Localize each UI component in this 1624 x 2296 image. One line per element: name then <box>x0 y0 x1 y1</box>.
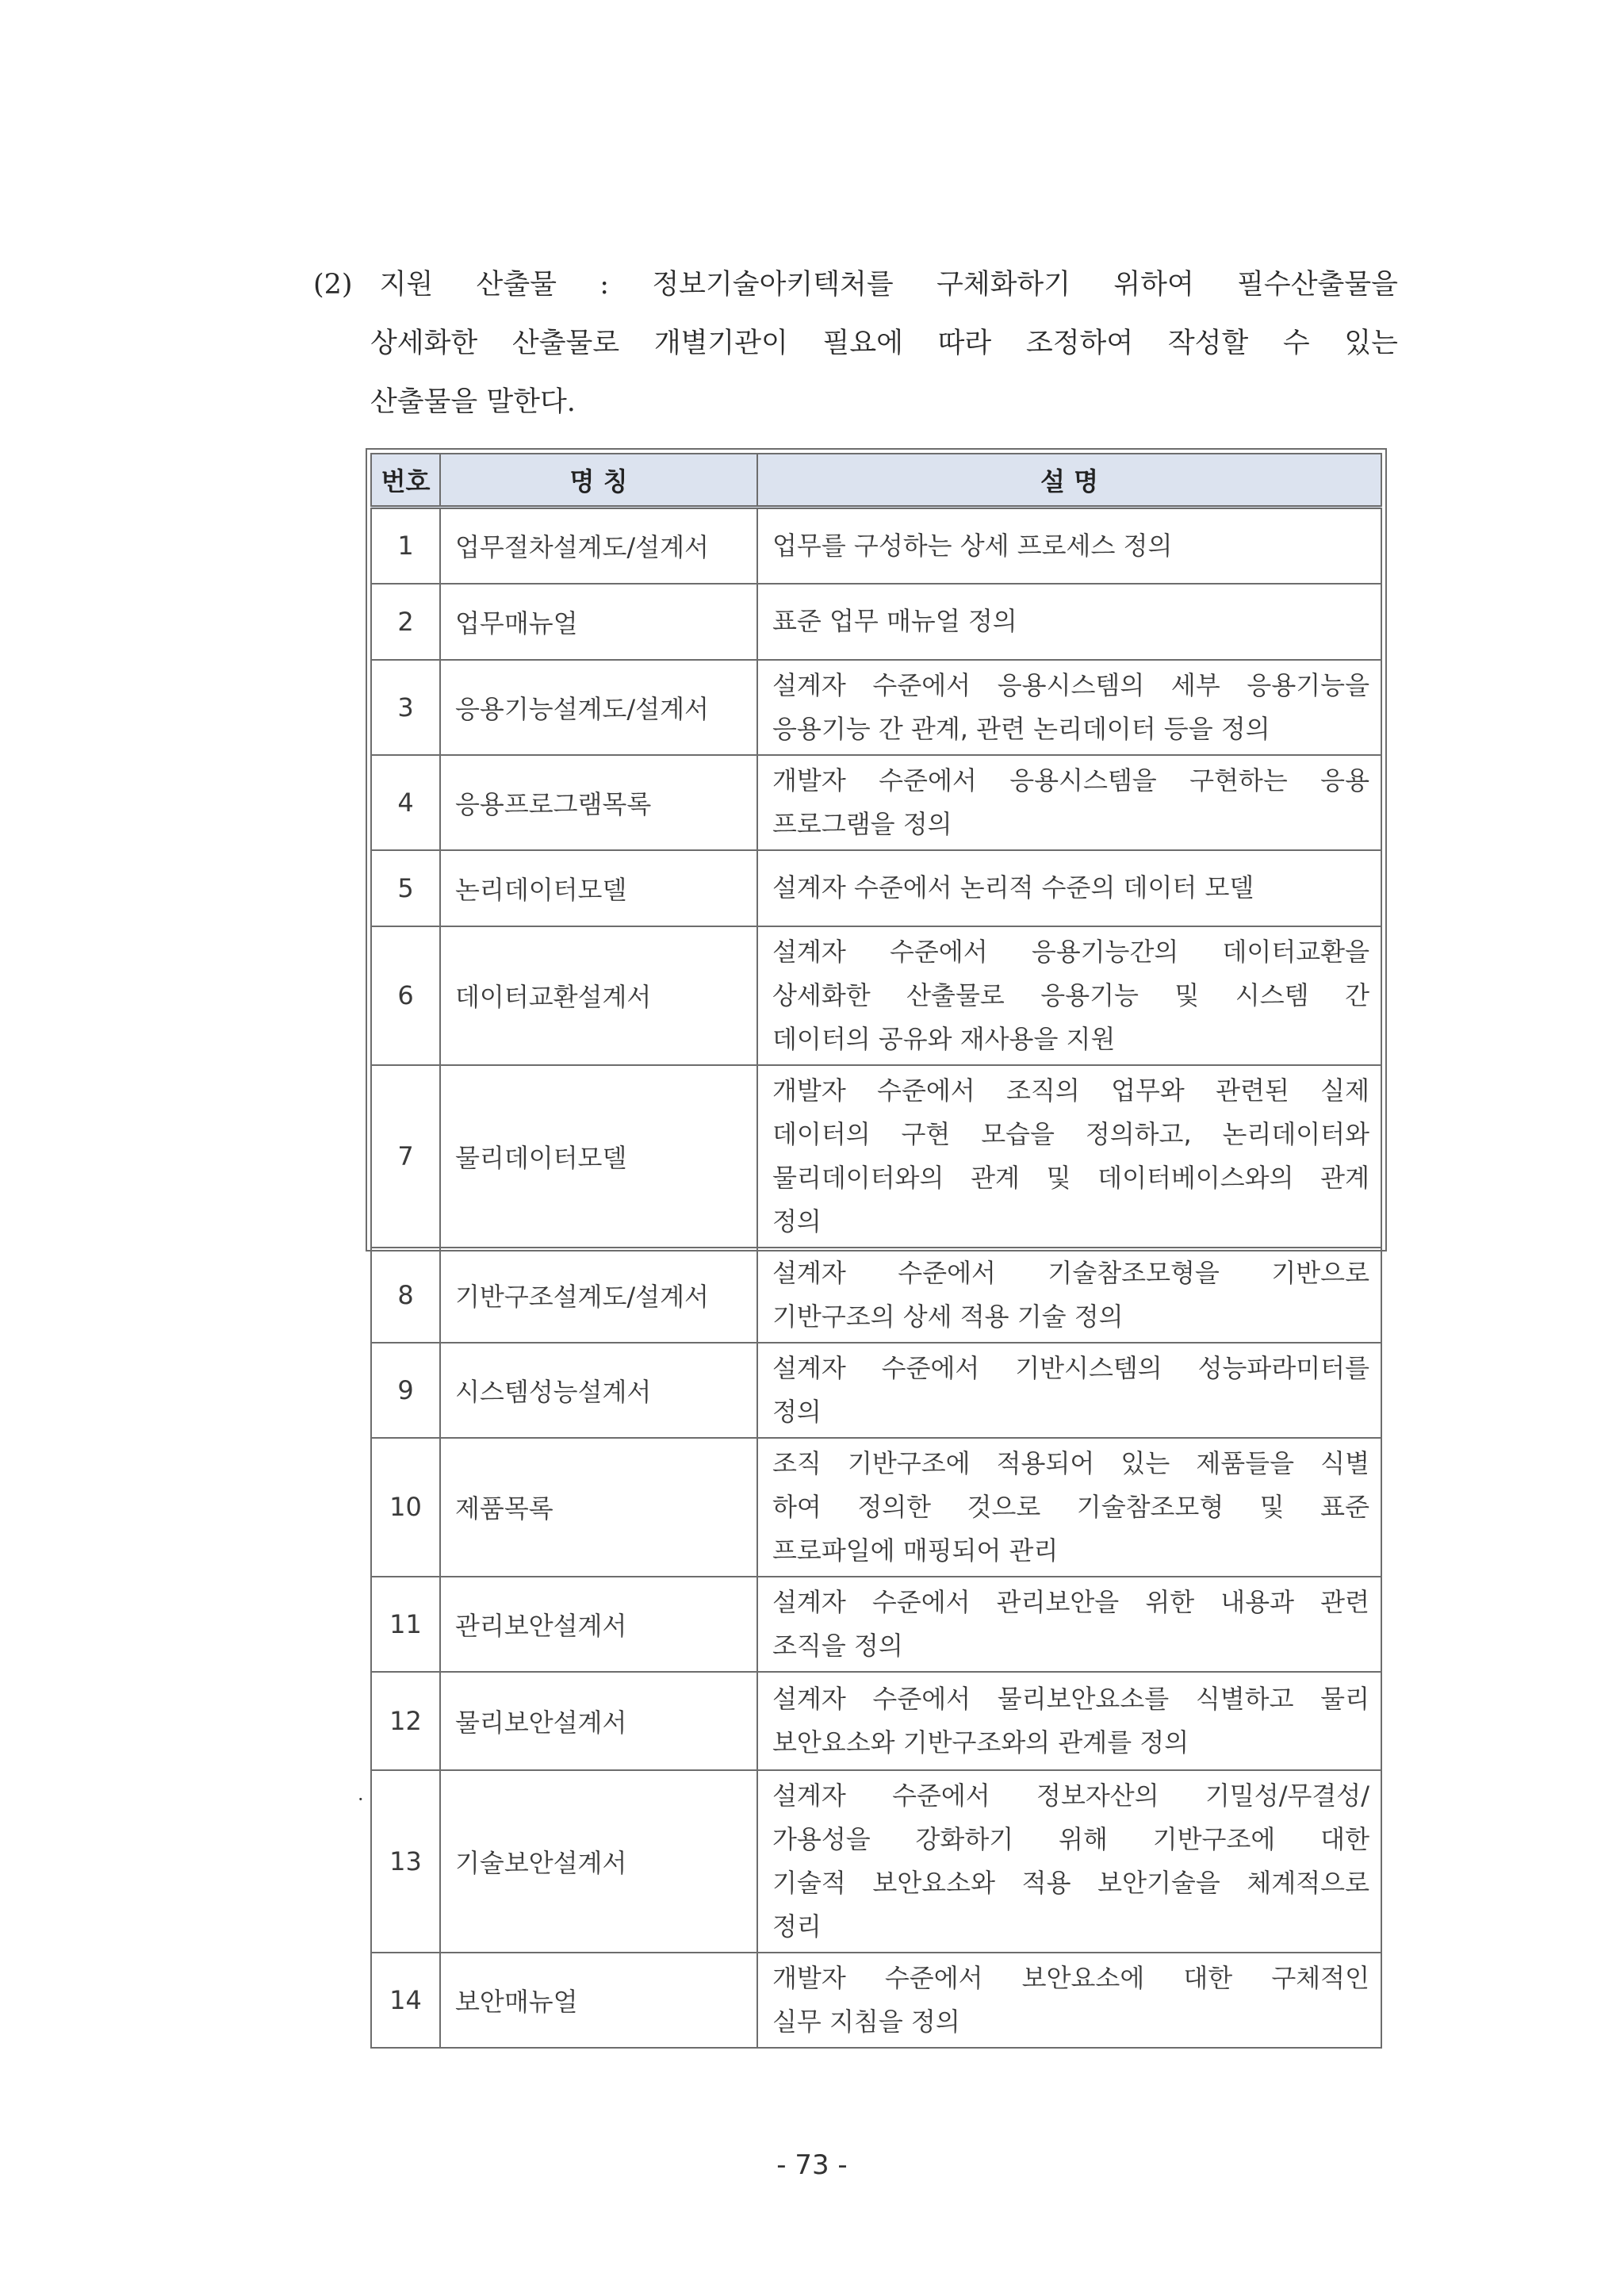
row-number: 5 <box>371 850 440 926</box>
description-line: 상세화한 산출물로 응용기능 및 시스템 간 <box>772 979 1369 1010</box>
description-line: 정의 <box>772 1205 822 1236</box>
intro-word: 작성할 <box>1167 328 1249 359</box>
intro-word: 있는 <box>1344 328 1398 359</box>
intro-word: 정보기술아키텍처를 <box>652 269 894 301</box>
table-row <box>371 1438 1381 1577</box>
description-line: 개발자 수준에서 보안요소에 대한 구체적인 <box>772 1962 1369 1993</box>
row-name: 보안매뉴얼 <box>440 1953 757 2048</box>
row-number: 9 <box>371 1343 440 1438</box>
row-number: 14 <box>371 1953 440 2048</box>
deliverables-table <box>370 453 1382 2049</box>
header-name: 명 칭 <box>440 454 757 508</box>
intro-line-3 <box>313 373 1398 431</box>
table-row <box>371 1248 1381 1343</box>
row-name: 업무절차설계도/설계서 <box>440 508 757 584</box>
intro-word: : <box>599 269 610 301</box>
description-line: 설계자 수준에서 응용기능간의 데이터교환을 <box>772 936 1369 967</box>
intro-word: 수 <box>1282 328 1310 359</box>
row-name: 응용프로그램목록 <box>440 755 757 850</box>
row-description <box>757 1953 1381 2048</box>
description-line: 설계자 수준에서 기반시스템의 성능파라미터를 <box>772 1352 1369 1383</box>
table-row <box>371 1577 1381 1672</box>
row-name: 기술보안설계서 <box>440 1770 757 1953</box>
description-line: 개발자 수준에서 응용시스템을 구현하는 응용 <box>772 765 1369 795</box>
row-number: 3 <box>371 660 440 755</box>
table-header-row <box>371 454 1381 508</box>
description-line: 데이터의 구현 모습을 정의하고, 논리데이터와 <box>772 1118 1369 1149</box>
description-line: 프로파일에 매핑되어 관리 <box>772 1535 1059 1566</box>
row-description <box>757 1577 1381 1672</box>
row-number: 2 <box>371 584 440 660</box>
intro-paragraph <box>313 255 1398 431</box>
item-marker: (2) <box>313 269 353 301</box>
row-name: 제품목록 <box>440 1438 757 1577</box>
header-description: 설 명 <box>757 454 1381 508</box>
description-line: 실무 지침을 정의 <box>772 2006 960 2037</box>
table-row <box>371 850 1381 926</box>
row-number: 12 <box>371 1672 440 1770</box>
row-description <box>757 926 1381 1065</box>
row-number: 13 <box>371 1770 440 1953</box>
row-number: 11 <box>371 1577 440 1672</box>
table-row <box>371 584 1381 660</box>
description-line: 표준 업무 매뉴얼 정의 <box>772 606 1017 636</box>
intro-word: 위하여 <box>1113 269 1194 301</box>
table-row <box>371 755 1381 850</box>
intro-word: 산출물로 <box>511 328 620 359</box>
table-row <box>371 1672 1381 1770</box>
description-line: 보안요소와 기반구조와의 관계를 정의 <box>772 1727 1189 1757</box>
row-description <box>757 755 1381 850</box>
description-line: 설계자 수준에서 기술참조모형을 기반으로 <box>772 1257 1369 1288</box>
description-line: 기반구조의 상세 적용 기술 정의 <box>772 1301 1124 1332</box>
row-number: 6 <box>371 926 440 1065</box>
description-line: 프로그램을 정의 <box>772 808 952 839</box>
intro-word: 필요에 <box>822 328 903 359</box>
row-description <box>757 1248 1381 1343</box>
row-description <box>757 1343 1381 1438</box>
description-line: 설계자 수준에서 물리보안요소를 식별하고 물리 <box>772 1683 1369 1714</box>
row-description <box>757 850 1381 926</box>
row-description <box>757 1065 1381 1248</box>
row-name: 응용기능설계도/설계서 <box>440 660 757 755</box>
table-row <box>371 660 1381 755</box>
row-number: 8 <box>371 1248 440 1343</box>
row-description <box>757 1438 1381 1577</box>
row-name: 논리데이터모델 <box>440 850 757 926</box>
intro-word: 상세화한 <box>370 328 478 359</box>
description-line: 정의 <box>772 1396 822 1427</box>
description-line: 설계자 수준에서 관리보안을 위한 내용과 관련 <box>772 1586 1369 1617</box>
description-line: 설계자 수준에서 응용시스템의 세부 응용기능을 <box>772 669 1369 700</box>
intro-word: 따라 <box>937 328 992 359</box>
description-line: 설계자 수준에서 논리적 수준의 데이터 모델 <box>772 872 1254 903</box>
row-description <box>757 508 1381 584</box>
intro-line-3-text: 산출물을 말한다. <box>370 386 576 418</box>
intro-word: 구체화하기 <box>936 269 1071 301</box>
table-row <box>371 1065 1381 1248</box>
intro-word: 필수산출물을 <box>1237 269 1398 301</box>
intro-line-1 <box>313 255 1398 314</box>
deliverables-table-frame <box>366 448 1387 2037</box>
row-number: 10 <box>371 1438 440 1577</box>
intro-word: 개별기관이 <box>653 328 788 359</box>
intro-line-1-words <box>380 255 1398 314</box>
description-line: 하여 정의한 것으로 기술참조모형 및 표준 <box>772 1491 1369 1522</box>
row-name: 물리데이터모델 <box>440 1065 757 1248</box>
row-description <box>757 1770 1381 1953</box>
row-number: 4 <box>371 755 440 850</box>
table-row <box>371 1770 1381 1953</box>
description-line: 응용기능 간 관계, 관련 논리데이터 등을 정의 <box>772 713 1270 744</box>
description-line: 개발자 수준에서 조직의 업무와 관련된 실제 <box>772 1075 1369 1106</box>
description-line: 설계자 수준에서 정보자산의 기밀성/무결성/ <box>772 1780 1369 1811</box>
stray-mark: · <box>358 1788 364 1811</box>
intro-line-2 <box>313 314 1398 373</box>
intro-word: 산출물 <box>476 269 557 301</box>
row-number: 7 <box>371 1065 440 1248</box>
row-name: 데이터교환설계서 <box>440 926 757 1065</box>
description-line: 조직 기반구조에 적용되어 있는 제품들을 식별 <box>772 1447 1369 1478</box>
description-line: 데이터의 공유와 재사용을 지원 <box>772 1023 1116 1054</box>
table-row <box>371 926 1381 1065</box>
row-name: 시스템성능설계서 <box>440 1343 757 1438</box>
row-name: 관리보안설계서 <box>440 1577 757 1672</box>
description-line: 업무를 구성하는 상세 프로세스 정의 <box>772 530 1173 561</box>
intro-word: 조정하여 <box>1025 328 1134 359</box>
header-number: 번호 <box>371 454 440 508</box>
description-line: 물리데이터와의 관계 및 데이터베이스와의 관계 <box>772 1162 1369 1193</box>
table-row <box>371 508 1381 584</box>
row-name: 업무매뉴얼 <box>440 584 757 660</box>
row-number: 1 <box>371 508 440 584</box>
row-description <box>757 660 1381 755</box>
description-line: 조직을 정의 <box>772 1630 903 1661</box>
description-line: 가용성을 강화하기 위해 기반구조에 대한 <box>772 1823 1369 1854</box>
description-line: 정리 <box>772 1911 822 1941</box>
row-name: 물리보안설계서 <box>440 1672 757 1770</box>
table-row <box>371 1953 1381 2048</box>
page-number: - 73 - <box>776 2149 848 2181</box>
row-description <box>757 584 1381 660</box>
table-row <box>371 1343 1381 1438</box>
intro-word: 지원 <box>379 269 434 301</box>
row-description <box>757 1672 1381 1770</box>
row-name: 기반구조설계도/설계서 <box>440 1248 757 1343</box>
description-line: 기술적 보안요소와 적용 보안기술을 체계적으로 <box>772 1867 1369 1898</box>
